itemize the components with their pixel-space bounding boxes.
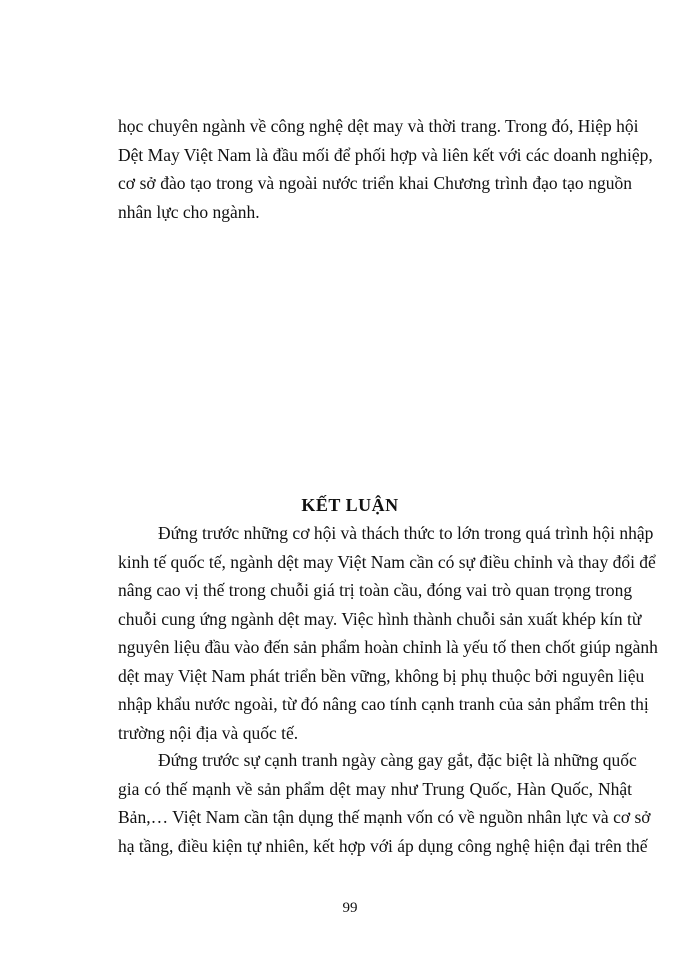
text-line: học chuyên ngành về công nghệ dệt may và thời trang. Trong đó, Hiệp hội	[118, 116, 639, 136]
intro-paragraph	[118, 112, 653, 226]
page-number: 99	[342, 900, 358, 916]
text-line: chuỗi cung ứng ngành dệt may. Việc hình thành chuỗi sản xuất khép kín từ	[118, 608, 642, 629]
section-heading: KẾT LUẬN	[301, 495, 399, 515]
text-line: nhân lực cho ngành.	[118, 201, 260, 222]
text-line: Bản,… Việt Nam cần tận dụng thế mạnh vốn có về nguồn nhân lực và cơ sở	[118, 807, 651, 827]
text-line: cơ sở đào tạo trong và ngoài nước triển khai Chương trình đạo tạo nguồn	[118, 173, 632, 193]
text-line: gia có thế mạnh về sản phẩm dệt may như Trung Quốc, Hàn Quốc, Nhật	[118, 778, 632, 799]
conclusion-paragraph-1	[118, 519, 658, 747]
text-line: nhập khẩu nước ngoài, từ đó nâng cao tính cạnh tranh của sản phẩm trên thị	[118, 694, 649, 714]
text-line: Dệt May Việt Nam là đầu mối để phối hợp và liên kết với các doanh nghiệp,	[118, 144, 653, 165]
text-line: Đứng trước những cơ hội và thách thức to lớn trong quá trình hội nhập	[158, 523, 654, 543]
text-line: trường nội địa và quốc tế.	[118, 722, 299, 743]
conclusion-paragraph-2	[118, 746, 651, 860]
text-line: hạ tầng, điều kiện tự nhiên, kết hợp với áp dụng công nghệ hiện đại trên thế	[118, 835, 648, 856]
text-line: dệt may Việt Nam phát triển bền vững, không bị phụ thuộc bởi nguyên liệu	[118, 665, 645, 686]
text-line: kinh tế quốc tế, ngành dệt may Việt Nam cần có sự điều chỉnh và thay đổi để	[118, 551, 656, 572]
text-line: Đứng trước sự cạnh tranh ngày càng gay gắt, đặc biệt là những quốc	[158, 750, 637, 770]
text-line: nâng cao vị thế trong chuỗi giá trị toàn cầu, đóng vai trò quan trọng trong	[118, 580, 633, 600]
text-line: nguyên liệu đầu vào đến sản phẩm hoàn chỉnh là yếu tố then chốt giúp ngành	[118, 637, 658, 657]
